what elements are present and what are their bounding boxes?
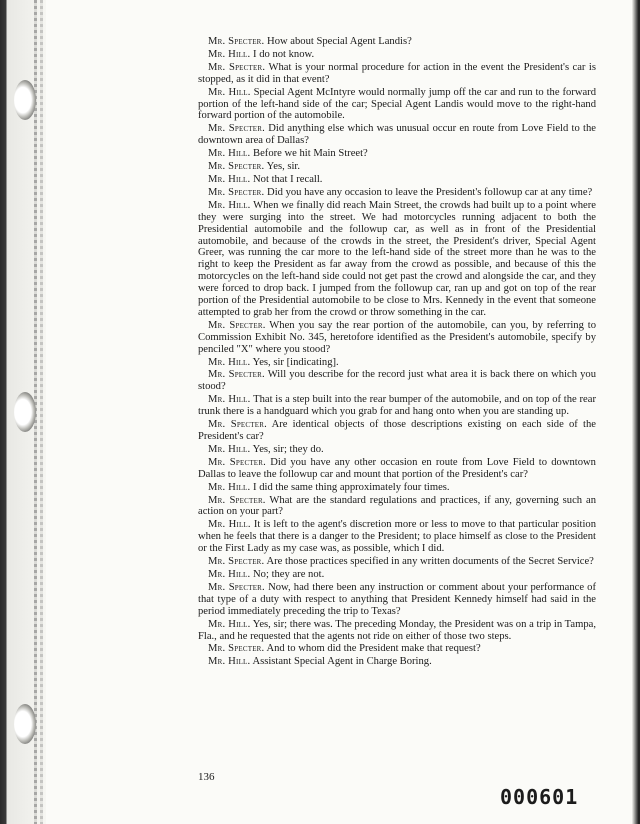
transcript-paragraph: [198, 519, 596, 555]
paragraph-text: Will you describe for the record just what area it is back there on which you stood?: [198, 369, 596, 393]
paragraph-text: Not that I recall.: [253, 173, 323, 185]
speaker-name: Mr. Hill.: [208, 568, 251, 580]
speaker-name: Mr. Specter.: [208, 36, 265, 47]
transcript-paragraph: [198, 619, 596, 643]
speaker-name: Mr. Specter.: [208, 556, 265, 568]
transcript-paragraph: [198, 444, 596, 456]
punch-hole: [14, 704, 36, 744]
transcript-paragraph: [198, 49, 596, 61]
paragraph-text: No; they are not.: [253, 568, 325, 580]
paragraph-text: Before we hit Main Street?: [253, 148, 368, 160]
speaker-name: Mr. Specter.: [208, 161, 265, 173]
transcript-paragraph: [198, 148, 596, 160]
transcript-paragraph: [198, 200, 596, 319]
speaker-name: Mr. Hill.: [208, 519, 251, 531]
paragraph-text: How about Special Agent Landis?: [267, 36, 412, 47]
paragraph-text: I do not know.: [253, 48, 315, 60]
speaker-name: Mr. Specter.: [208, 319, 266, 331]
speaker-name: Mr. Specter.: [208, 456, 266, 468]
speaker-name: Mr. Specter.: [208, 643, 265, 655]
paragraph-text: That is a step built into the rear bumper of the automobile, and on top of the rear trunk there is a handguard which you grab for and hang onto when you are standing up.: [198, 394, 596, 418]
paragraph-text: And to whom did the President make that request?: [266, 643, 481, 655]
speaker-name: Mr. Specter.: [208, 581, 265, 593]
transcript-paragraph: [198, 419, 596, 443]
speaker-name: Mr. Hill.: [208, 618, 251, 630]
speaker-name: Mr. Hill.: [208, 86, 251, 98]
paragraph-text: Yes, sir; there was. The preceding Monday, the President was on a trip in Tampa, Fla., and he requested that the agents not ride on either of those two steps.: [198, 618, 596, 642]
transcript-paragraph: [198, 161, 596, 173]
document-number-stamp: 000601: [500, 785, 579, 809]
paragraph-text: Yes, sir; they do.: [252, 443, 324, 455]
speaker-name: Mr. Specter.: [208, 186, 265, 198]
transcript-paragraph: [198, 656, 596, 668]
paragraph-text: It is left to the agent's discretion more or less to move to that particular position when he feels that there is a danger to the President; to place himself as close to the President or the First Lady as my case was, as possible, which I did.: [198, 519, 597, 555]
speaker-name: Mr. Hill.: [208, 656, 251, 668]
paragraph-text: Now, had there been any instruction or comment about your performance of that type of a duty with respect to anything that President Kennedy himself had said in the period immediately preceding the trip to Texas?: [198, 581, 597, 617]
paragraph-text: Are identical objects of those descriptions existing on each side of the President's car?: [198, 419, 596, 442]
speaker-name: Mr. Hill.: [208, 443, 251, 455]
speaker-name: Mr. Specter.: [208, 61, 266, 73]
transcript-paragraph: [198, 495, 596, 519]
paragraph-text: Are those practices specified in any written documents of the Secret Service?: [266, 556, 594, 568]
paragraph-text: Special Agent McIntyre would normally jump off the car and run to the forward portion of the left-hand side of the car; Special Agent Landis would move to the right-hand forward portion of the automobile.: [198, 86, 596, 122]
transcript-paragraph: [198, 482, 596, 494]
speaker-name: Mr. Hill.: [208, 148, 251, 160]
transcript-paragraph: [198, 643, 596, 655]
transcript-paragraph: [198, 556, 596, 568]
speaker-name: Mr. Hill.: [208, 199, 251, 211]
paragraph-text: When you say the rear portion of the automobile, can you, by referring to Commission Exhibit No. 345, heretofore identified as the President's automobile, specify by penciled "X" where you stood?: [198, 319, 596, 355]
paragraph-text: Yes, sir.: [266, 161, 301, 173]
speaker-name: Mr. Hill.: [208, 48, 251, 60]
speaker-name: Mr. Hill.: [208, 173, 251, 185]
transcript-paragraph: [198, 320, 596, 356]
paragraph-text: Yes, sir [indicating].: [252, 356, 339, 368]
binder-stripe: [40, 0, 43, 824]
transcript-paragraph: [198, 582, 596, 618]
transcript-paragraph: [198, 187, 596, 199]
transcript-paragraph: [198, 394, 596, 418]
speaker-name: Mr. Hill.: [208, 394, 251, 406]
speaker-name: Mr. Specter.: [208, 369, 265, 381]
transcript-paragraph: [198, 357, 596, 369]
paragraph-text: What are the standard regulations and practices, if any, governing such an action on your part?: [198, 494, 597, 518]
transcript-paragraph: [198, 174, 596, 186]
speaker-name: Mr. Specter.: [208, 123, 265, 135]
paragraph-text: Assistant Special Agent in Charge Boring.: [252, 656, 432, 668]
paragraph-text: Did you have any occasion to leave the President's followup car at any time?: [267, 186, 593, 198]
transcript-paragraph: [198, 369, 596, 393]
paragraph-text: Did anything else which was unusual occur en route from Love Field to the downtown area of Dallas?: [198, 123, 596, 147]
page-edge: [632, 0, 640, 824]
paragraph-text: Did you have any other occasion en route from Love Field to downtown Dallas to leave the followup car and mount that portion of the President's car?: [198, 456, 596, 480]
transcript-text: [198, 36, 596, 669]
speaker-name: Mr. Hill.: [208, 481, 251, 493]
punch-hole: [14, 80, 36, 120]
punch-hole: [14, 392, 36, 432]
transcript-paragraph: [198, 569, 596, 581]
speaker-name: Mr. Specter.: [208, 494, 266, 506]
transcript-paragraph: [198, 62, 596, 86]
transcript-paragraph: [198, 36, 596, 48]
paragraph-text: When we finally did reach Main Street, the crowds had built up to a point where they were surging into the street. We had motorcycles running adjacent to both the Presidential automobile and the followup car, as well as in front of the Presidential automobile, and because of the crowds in the street, the President's driver, Special Agent Greer, was running the car more to the left-hand side of the street more than he was to the right to keep the President as far away from the crowd as possible, and because of this the motorcycles on the left-hand side could not get past the crowd and alongside the car, and they were forced to drop back. I jumped from the followup car, ran up and got on top of the rear portion of the Presidential automobile to be close to Mrs. Kennedy in the event that someone attempted to grab her from the crowd or throw something in the car.: [198, 199, 596, 318]
transcript-paragraph: [198, 123, 596, 147]
page-number: 136: [198, 771, 215, 783]
speaker-name: Mr. Specter.: [208, 419, 267, 431]
transcript-paragraph: [198, 457, 596, 481]
paragraph-text: I did the same thing approximately four times.: [253, 481, 450, 493]
transcript-paragraph: [198, 87, 596, 123]
paragraph-text: What is your normal procedure for action in the event the President's car is stopped, as it did in that event?: [198, 61, 596, 85]
speaker-name: Mr. Hill.: [208, 356, 251, 368]
